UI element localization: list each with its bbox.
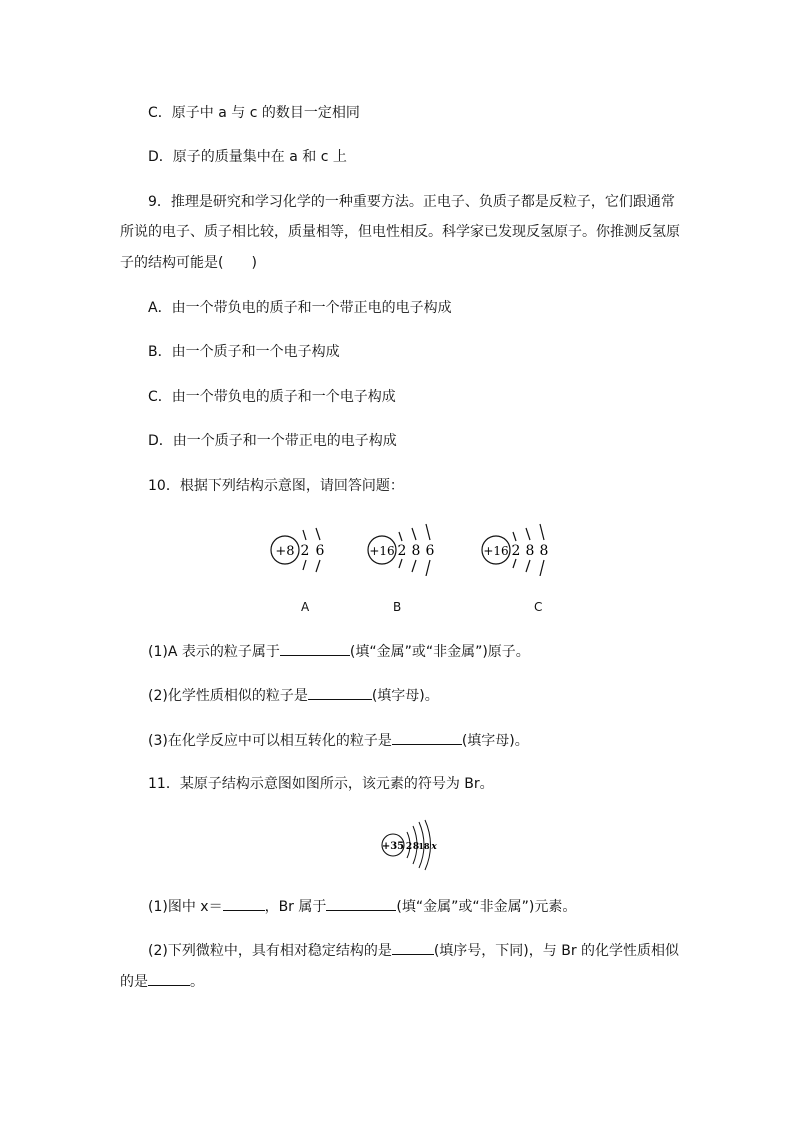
q10-stem: 10．根据下列结构示意图，请回答问题： — [148, 478, 404, 494]
shell-3-br: 18 — [418, 841, 430, 851]
q9-option-c: C．由一个带负电的质子和一个电子构成 — [148, 389, 396, 405]
shell-1-a: 2 — [300, 543, 310, 559]
shell-3-b: 6 — [425, 543, 435, 559]
q11-sub2-text-c: 的是 — [120, 974, 148, 990]
q11-sub2-text-d: 。 — [190, 974, 204, 990]
shell-2-a: 6 — [315, 543, 325, 559]
q9-option-a: A．由一个带负电的质子和一个带正电的电子构成 — [148, 300, 452, 316]
q11-sub2-line1 — [148, 940, 679, 961]
q10-sub1 — [148, 641, 530, 662]
q10-sub1-text-a: (1)A 表示的粒子属于 — [148, 644, 280, 660]
shell-1-c: 2 — [511, 543, 521, 559]
q11-sub1-text-a: (1)图中 x＝ — [148, 899, 223, 915]
shell-1-br: 2 — [405, 842, 413, 852]
atom-diagram-c — [474, 520, 564, 576]
q10-sub3-text-b: (填字母)。 — [461, 733, 529, 749]
q9-option-b: B．由一个质子和一个电子构成 — [148, 344, 340, 360]
q10-sub3-text-a: (3)在化学反应中可以相互转化的粒子是 — [148, 733, 392, 749]
q11-sub1-blank-x[interactable] — [223, 896, 265, 911]
q10-sub3-blank[interactable] — [392, 730, 462, 745]
shell-4-br: x — [431, 842, 437, 852]
q11-sub1-text-b: ，Br 属于 — [264, 899, 327, 915]
q10-sub1-blank[interactable] — [280, 641, 350, 656]
q11-sub2-blank-stable[interactable] — [392, 940, 434, 955]
shell-1-b: 2 — [397, 543, 407, 559]
q10-sub2-text-b: (填字母)。 — [371, 688, 439, 704]
q10-sub3 — [148, 730, 529, 751]
q11-sub2-text-a: (2)下列微粒中，具有相对稳定结构的是 — [148, 943, 392, 959]
q11-sub1-text-c: (填“金属”或“非金属”)元素。 — [396, 899, 577, 915]
q9-stem-line3: 子的结构可能是( ) — [120, 255, 257, 271]
q11-sub2-line2 — [120, 971, 204, 992]
q10-sub1-text-b: (填“金属”或“非金属”)原子。 — [349, 644, 530, 660]
q11-sub1 — [148, 896, 576, 917]
nucleus-charge-c: +16 — [483, 544, 509, 558]
q11-sub1-blank-type[interactable] — [326, 896, 396, 911]
q11-sub2-blank-similar[interactable] — [148, 971, 190, 986]
q11-sub2-text-b: (填序号，下同)，与 Br 的化学性质相似 — [433, 943, 680, 959]
nucleus-charge-br: +35 — [381, 841, 405, 852]
diagram-label-c: C — [534, 600, 543, 614]
q8-option-d: D．原子的质量集中在 a 和 c 上 — [148, 149, 347, 165]
q9-stem-line2: 所说的电子、质子相比较，质量相等，但电性相反。科学家已发现反氢原子。你推测反氢原 — [120, 224, 680, 240]
q9-stem-line1: 9．推理是研究和学习化学的一种重要方法。正电子、负质子都是反粒子，它们跟通常 — [148, 194, 675, 210]
q9-option-d: D．由一个质子和一个带正电的电子构成 — [148, 433, 397, 449]
atom-diagram-b — [360, 520, 450, 576]
nucleus-charge-b: +16 — [369, 544, 395, 558]
shell-2-c: 8 — [525, 543, 535, 559]
diagram-label-b: B — [393, 600, 402, 614]
q8-option-c: C．原子中 a 与 c 的数目一定相同 — [148, 105, 360, 121]
nucleus-charge-a: +8 — [275, 544, 295, 559]
shell-3-c: 8 — [539, 543, 549, 559]
q10-sub2-text-a: (2)化学性质相似的粒子是 — [148, 688, 308, 704]
q10-sub2 — [148, 685, 439, 706]
atom-diagram-br — [378, 818, 448, 872]
atom-diagram-a — [262, 520, 342, 576]
q10-sub2-blank[interactable] — [308, 685, 372, 700]
shell-2-b: 8 — [411, 543, 421, 559]
q11-stem: 11．某原子结构示意图如图所示，该元素的符号为 Br。 — [148, 776, 494, 792]
diagram-label-a: A — [301, 600, 310, 614]
shell-2-br: 8 — [412, 842, 420, 852]
